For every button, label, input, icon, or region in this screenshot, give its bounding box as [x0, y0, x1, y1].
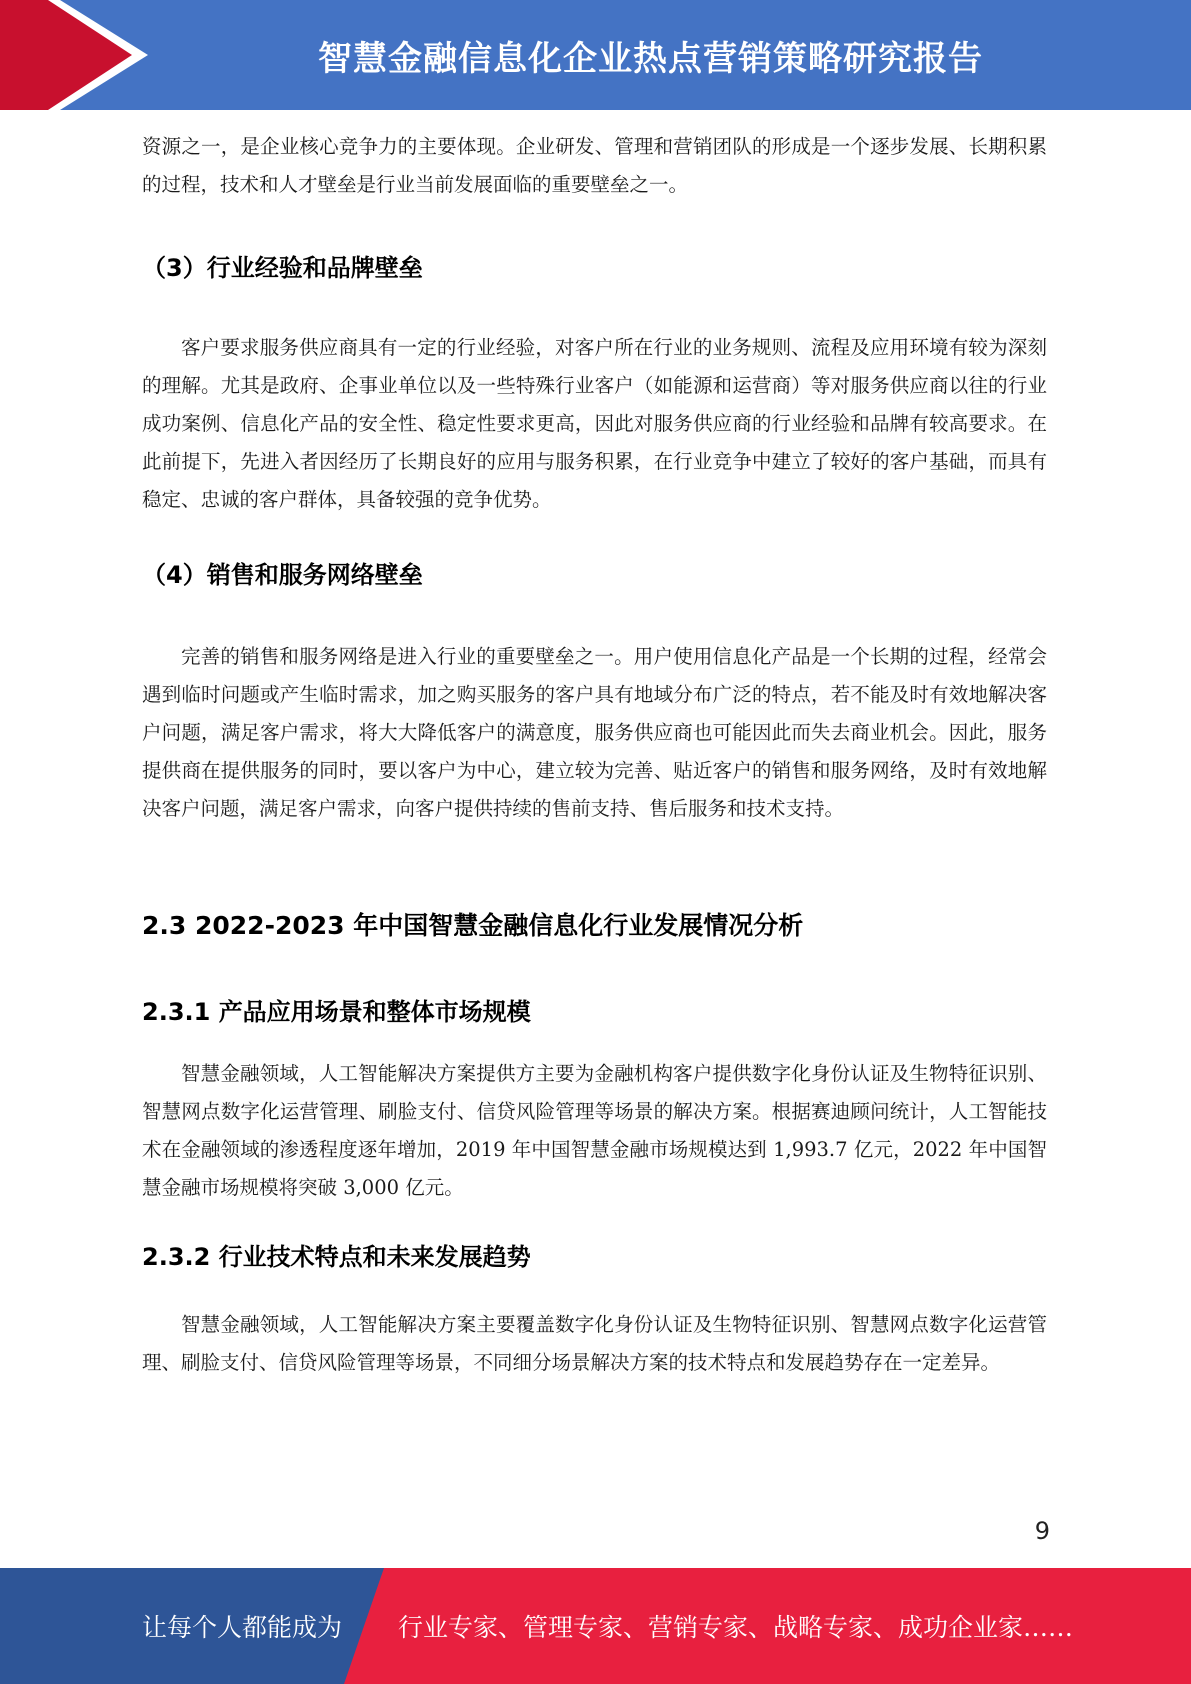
- section-heading-2-3: 2.3 2022-2023 年中国智慧金融信息化行业发展情况分析: [142, 911, 804, 940]
- page-footer: [0, 1568, 1191, 1684]
- heading-2-3-2: 2.3.2 行业技术特点和未来发展趋势: [142, 1243, 531, 1271]
- header-title: 智慧金融信息化企业热点营销策略研究报告: [318, 38, 983, 79]
- page-header: [0, 0, 1191, 110]
- paragraph-talent-barrier: 资源之一，是企业核心竞争力的主要体现。企业研发、管理和营销团队的形成是一个逐步发展、长期积累的过程，技术和人才壁垒是行业当前发展面临的重要壁垒之一。: [142, 135, 1047, 196]
- page-content: [142, 128, 1047, 1382]
- footer-slogan-right: 行业专家、管理专家、营销专家、战略专家、成功企业家……: [398, 1613, 1074, 1642]
- heading-brand-barrier: （3）行业经验和品牌壁垒: [142, 254, 423, 282]
- paragraph-2-3-1: 智慧金融领域，人工智能解决方案提供方主要为金融机构客户提供数字化身份认证及生物特征识别、智慧网点数字化运营管理、刷脸支付、信贷风险管理等场景的解决方案。根据赛迪顾问统计，人工智能技术在金融领域的渗透程度逐年增加，2019 年中国智慧金融市场规模达到 1,993.7 亿元，2022 年中国智慧金融市场规模将突破 3,000 亿元。: [142, 1062, 1047, 1199]
- header-arrow-decoration: [0, 0, 160, 110]
- heading-sales-barrier: （4）销售和服务网络壁垒: [142, 561, 423, 589]
- heading-2-3-1: 2.3.1 产品应用场景和整体市场规模: [142, 998, 531, 1026]
- paragraph-2-3-2: 智慧金融领域，人工智能解决方案主要覆盖数字化身份认证及生物特征识别、智慧网点数字化运营管理、刷脸支付、信贷风险管理等场景，不同细分场景解决方案的技术特点和发展趋势存在一定差异。: [142, 1313, 1047, 1374]
- footer-slogan-left: 让每个人都能成为: [142, 1613, 343, 1642]
- paragraph-brand-barrier: 客户要求服务供应商具有一定的行业经验，对客户所在行业的业务规则、流程及应用环境有较为深刻的理解。尤其是政府、企事业单位以及一些特殊行业客户（如能源和运营商）等对服务供应商以往的行业成功案例、信息化产品的安全性、稳定性要求更高，因此对服务供应商的行业经验和品牌有较高要求。在此前提下，先进入者因经历了长期良好的应用与服务积累，在行业竞争中建立了较好的客户基础，而具有稳定、忠诚的客户群体，具备较强的竞争优势。: [142, 336, 1047, 511]
- page-number: 9: [1034, 1517, 1050, 1545]
- paragraph-sales-barrier: 完善的销售和服务网络是进入行业的重要壁垒之一。用户使用信息化产品是一个长期的过程，经常会遇到临时问题或产生临时需求，加之购买服务的客户具有地域分布广泛的特点，若不能及时有效地解决客户问题，满足客户需求，将大大降低客户的满意度，服务供应商也可能因此而失去商业机会。因此，服务提供商在提供服务的同时，要以客户为中心，建立较为完善、贴近客户的销售和服务网络，及时有效地解决客户问题，满足客户需求，向客户提供持续的售前支持、售后服务和技术支持。: [142, 645, 1047, 820]
